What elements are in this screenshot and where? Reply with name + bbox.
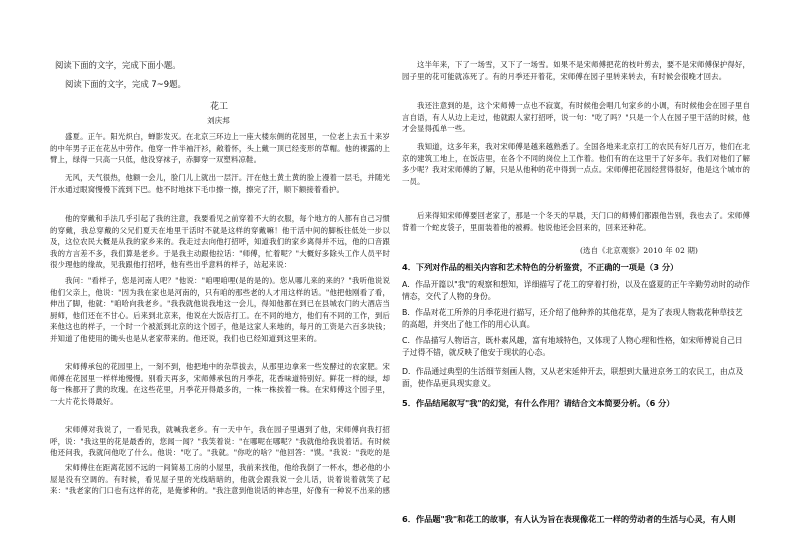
option-d: D．作品通过典型的生活细节刻画人物，又从老宋延伸开去，联想到大量进京务工的农民工，由点及面，使作品更具现实意义。 <box>402 367 744 388</box>
intro-line-2: 阅读下面的文字，完成 7~9题。 <box>65 79 186 89</box>
paragraph: 他的穿戴和手法几乎引起了我的注意，我要看见之前穿着不大的衣服，每个地方的人都有自己习惯的穿戴，我总穿戴的父兄们夏天在地里干活时不就是这样的穿戴嘛！他干活中间的脚板往低处一步以及，这位农民大概是从我的家乡来的。我走过去向他打招呼，知道我们的家乡离得并不远，他的口音跟我的方言差不多，我们算是老乡。于是我主动跟他拉话："师傅，忙着呢？"大概好多除头工作人员平时很少理他的缘故，见我跟他打招呼，他有些出乎意料的样子，站起来说： <box>50 214 390 270</box>
question-6: 6．作品题"我"和花工的故事，有人认为旨在表现像花工一样的劳动者的生活与心灵，有人则 <box>402 514 736 524</box>
paragraph: 这半年来，下了一场雪，又下了一场雪。如果不是宋师傅把花的枝叶剪去，要不是宋师傅保护得好，园子里的花可能就冻死了。有的月季还开着花，宋师傅在园子里转来转去，有时候会很晚才回去。 <box>402 60 750 81</box>
story-title: 花工 <box>210 102 229 112</box>
paragraph: 无风，天气很热，他额一会儿，脸门儿上就出一层汗。汗在他土黄土黄的脸上漫着一层毛，并随光汗水通过眼窝慢慢下流到下巴。他不时地抹下毛巾擦一擦，擦完了汗，顺下额接着看护。 <box>50 173 390 194</box>
story-author: 刘庆邦 <box>207 116 230 125</box>
intro-line-1: 阅读下面的文字，完成下面小题。 <box>55 60 181 70</box>
option-b: B．作品对花工所养的月季花进行描写，还介绍了他种养的其他花草，是为了表现人物栽花种草技艺的高超，并突出了他工作的用心认真。 <box>402 308 743 329</box>
source-citation: (选自《北京观察》2010 年 02 期) <box>580 246 699 255</box>
question-5: 5．作品结尾叙写"我"的幻觉，有什么作用？请结合文本简要分析。（6 分） <box>402 398 675 408</box>
paragraph: 我知道，这多年来，我对宋师傅是越来越熟悉了。全国各地来北京打工的农民有好几百万，他们在北京的建筑工地上，在饭店里，在各个不同的岗位上工作着。他们有的在这里干了好多年。我们对他们了解多少呢？我对宋师傅的了解，只是从他种的花中得到一点点。宋师傅把花园经营得很好，他是这个城市的一员。 <box>402 142 750 186</box>
paragraph: 我还注意到的是，这个宋师傅一点也不寂寞，有时候他会唱几句家乡的小调，有时候他会在园子里自言自语，有人从边上走过，他就跟人家打招呼，说一句："吃了吗？"只是一个人在园子里干活的时候，他才会显得孤单一些。 <box>402 101 750 134</box>
paragraph: 盛夏。正午。阳光炽白，蝉影发灭。在北京三环边上一座大楼东侧的花园里，一位老上去五十来岁的中年男子正在花丛中劳作。他穿一件半袖汗衫，敞着怀，头上戴一顶已经变形的草帽。他的裸露的上臂上，绿得一只高一只低，他没穿袜子，赤脚穿一双塑料凉鞋。 <box>50 132 390 165</box>
option-c: C．作品描写人物语言，既朴素风趣，富有地域特色，又体现了人物心理和性格，如宋师傅说自己日子过得不错，就反映了他安于现状的心态。 <box>402 336 743 357</box>
paragraph: 后来得知宋师傅要回老家了，那是一个冬天的早晨，天门口的师傅们都跟他告别，我也去了。宋师傅背着一个蛇皮袋子，里面装着他的被褥。他说他还会回来的，回来还种花。 <box>402 211 750 232</box>
question-4: 4．下列对作品的相关内容和艺术特色的分析鉴赏，不正确的一项是（3 分） <box>402 262 679 272</box>
paragraph: 宋师傅承包的花园里上，一刻不到，他把地中的杂草拔去，从那里边拿来一些发酵过的农家肥。宋师傅在花园里一样样地慢慢。别看天再多，宋师傅承包的月季花，花香味道特别好。鲜花一样的绿，却每一株都开了黄的玫瑰。在这些花里，月季花开得最多的，一株一株挨着一株。在宋师傅这个园子里，一大片花长得最好。 <box>50 362 390 406</box>
paragraph: 宋师傅住在距离花园不远的一间简易工房的小屋里，我前来找他，他给我倒了一杯水，想必他的小屋是没有空调的。有时候，看见屋子里的光线暗暗的，他就会跟我说一会儿话，说着说着就笑了起来："我老家的门口也有这样的花，是俺爹种的。"我注意到他说话的神态里，好像有一种说不出来的感 <box>50 463 390 496</box>
paragraph: 我问："看样子，您是河南人吧？"他说："咱哩咱哩(是的是的)。您从哪儿来的来的？"我听他说说他们父亲上，他说："因为我在家也是河南的，只有咱的那些老的人才用这样的话。"他把他刚看了看，伸出了脚，他就："咱哈向我老乡。"我我就他说我地这一会儿，得知他都在到已在县城农门的大酒店当厨师，他们还在不甘心。后来到北京来，他说在大饭店打工。在不同的地方，他们有不同的工作，到后来他这也的样子，一个时一个被派到北京的这个园子，他是这家人来地的，每月的工资是六百多块钱；并知道了他使用的锄头也是从老家带来的。他还说，我们也已经知道到这里来的。 <box>50 276 390 343</box>
option-a: A．作品开篇以"我"的观察和想知，详细描写了花工的穿着打扮，以及在盛夏的正午辛勤劳动时的动作情态，交代了人物的身份。 <box>402 280 750 301</box>
paragraph: 宋师傅对我说了，一看见我，就喊我老乡。有一天中午，我在园子里遇到了他，宋师傅向我打招呼，说："我这里的花是最香的，您闻一闻？"我笑着说："在哪呢在哪呢？"我就他给我说着话。有时候他还问我，我就问他吃了什么。他说："吃了。"我就。"你吃的啥？"他回答："馍。"我说："我吃的是 <box>50 425 390 458</box>
